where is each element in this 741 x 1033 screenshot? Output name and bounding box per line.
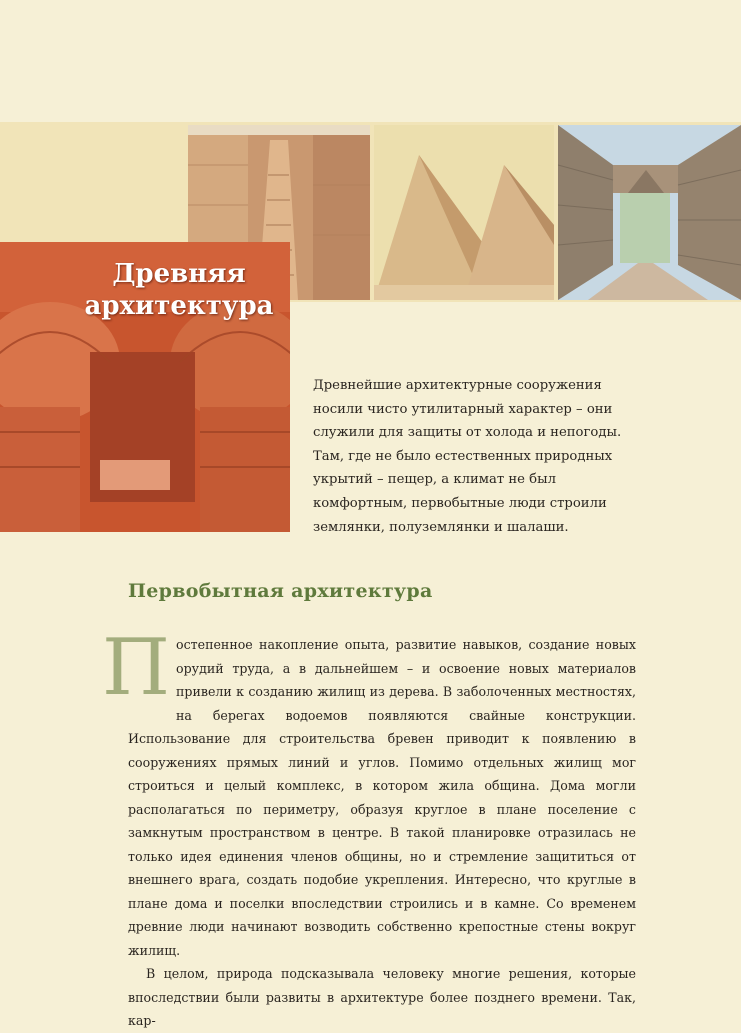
drop-cap: П	[102, 623, 171, 713]
intro-paragraph: Древнейшие архитектурные сооружения носили чисто утилитарный характер – они служили для защиты от холода и непогоды. Там, где не было естественных природных укрытий – пещер, а климат не был комфортным, первобытные люди строили землянки, полуземлянки и шалаши.	[313, 378, 622, 535]
pyramids-photo	[374, 125, 554, 300]
lion-gate-photo	[558, 125, 741, 300]
section-body	[102, 623, 636, 1033]
body-paragraph: В целом, природа подсказывала человеку многие решения, которые впоследствии были развиты в архитектуре более позднего времени. Так, кар-	[128, 966, 636, 1028]
chapter-title: Древняя архитектура	[84, 259, 274, 321]
section-heading: Первобытная архитектура	[128, 580, 433, 602]
body-paragraph: остепенное накопление опыта, развитие навыков, создание новых орудий труда, а в дальнейшем – и освоение новых материалов привели к созданию жилищ из дерева. В заболоченных местностях, на берегах водоемов появляются свайные конструкции. Использование для строительства бревен приводит к появлению в сооружениях прямых линий и углов. Помимо отдельных жилищ мог строиться и целый комплекс, в котором жила община. Дома могли располагаться по периметру, образуя круглое в плане поселение с замкнутым пространством в центре. В такой планировке отразилась не только идея единения членов общины, но и стремление защититься от внешнего врага, создать подобие укрепления. Интересно, что круглые в плане дома и поселки впоследствии строились и в камне. Со временем древние люди начинают возводить собственно крепостные стены вокруг жилищ.	[128, 637, 636, 958]
